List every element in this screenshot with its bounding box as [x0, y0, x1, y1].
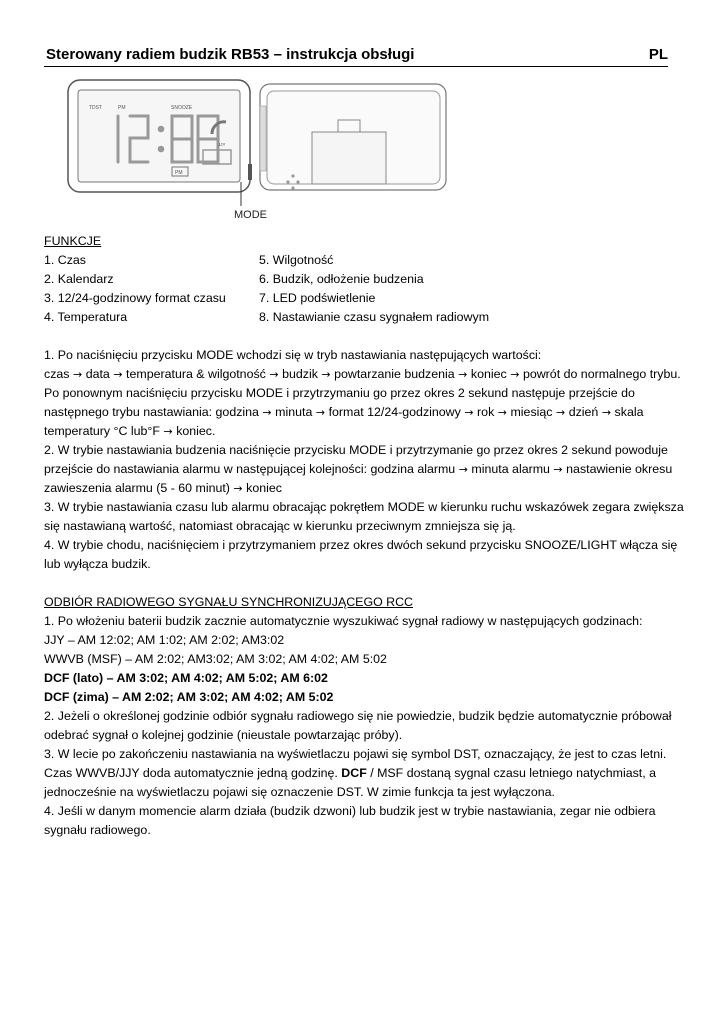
rcc-dcf-summer-times: DCF (lato) – AM 3:02; AM 4:02; AM 5:02; AM 6:02 — [44, 671, 328, 685]
feature-item: 1. Czas — [44, 253, 87, 267]
feature-item: 4. Temperatura — [44, 310, 128, 324]
sequence-step: miesiąc — [510, 405, 553, 419]
section-1-sequence: czas → data → temperatura & wilgotność → budzik → powtarzanie budzenia → koniec → powrót do normalnego trybu. Po ponownym naciśnięciu przycisku MODE i przytrzymaniu go przez okres 2 sekund następuje przejście do następnego trybu nastawiania: godzina → minuta → format 12/24-godzinowy → rok → miesiąc → dzień → skala temperatury °C lub°F → koniec. — [44, 367, 681, 438]
battery-cover — [312, 132, 386, 184]
sequence-step: czas — [44, 367, 70, 381]
section-2: 2. W trybie nastawiania budzenia naciśnięcie przycisku MODE i przytrzymanie go przez okres 2 sekund powoduje przejście do nastawiania alarmu w następującej kolejności: godzina alarmu → minuta alarmu → nastawienie okresu zawieszenia alarmu (5 - 60 minut) → koniec — [44, 443, 673, 495]
arrow-icon: → — [229, 482, 247, 495]
document-body — [44, 232, 684, 840]
mode-callout-label: MODE — [234, 209, 267, 221]
snooze-label: SNOOZE — [171, 105, 193, 111]
rcc-wwvb-times: WWVB (MSF) – AM 2:02; AM3:02; AM 3:02; AM 4:02; AM 5:02 — [44, 652, 387, 666]
feature-item: 2. Kalendarz — [44, 272, 114, 286]
arrow-icon: → — [454, 368, 471, 381]
sequence-step: rok — [477, 405, 495, 419]
document-title: Sterowany radiem budzik RB53 – instrukcja obsługi — [46, 46, 415, 63]
pm-label: PM — [118, 105, 126, 111]
feature-item: 8. Nastawianie czasu sygnałem radiowym — [259, 310, 490, 324]
sequence-step: format 12/24-godzinowy — [328, 405, 461, 419]
arrow-icon: → — [265, 368, 283, 381]
sequence-step: dzień — [568, 405, 599, 419]
arrow-icon: → — [552, 406, 569, 419]
section-1-intro: 1. Po naciśnięciu przycisku MODE wchodzi się w tryb nastawiania następujących wartości: — [44, 348, 542, 362]
rcc-dcf-winter-times: DCF (zima) – AM 2:02; AM 3:02; AM 4:02; AM 5:02 — [44, 690, 334, 704]
rcc-paragraph-2: 2. Jeżeli o określonej godzinie odbiór sygnału radiowego się nie powiedzie, budzik będzie automatycznie próbował odebrać sygnał o kolejnej godzinie (nieustale powtarzając próby). — [44, 709, 672, 742]
section-3: 3. W trybie nastawiania czasu lub alarmu obracając pokrętłem MODE w kierunku ruchu wskazówek zegara zwiększa się nastawianą wartość, natomiast obracając w kierunku przeciwnym zmniejsza się ją. — [44, 500, 684, 533]
arrow-icon: → — [69, 368, 86, 381]
arrow-icon: → — [549, 463, 567, 476]
pm-button-label: PM — [175, 170, 183, 176]
arrow-icon: → — [455, 463, 472, 476]
arrow-icon: → — [109, 368, 127, 381]
rcc-jjy-times: JJY – AM 12:02; AM 1:02; AM 2:02; AM3:02 — [44, 633, 285, 647]
feature-item: 6. Budzik, odłożenie budzenia — [259, 272, 424, 286]
sequence-step: koniec. — [176, 424, 216, 438]
sequence-step: budzik — [282, 367, 318, 381]
clock-illustration — [60, 76, 460, 224]
feature-item: 3. 12/24-godzinowy format czasu — [44, 291, 226, 305]
funkcje-heading: FUNKCJE — [44, 234, 102, 248]
sequence-step: nastawienie okresu zawieszenia alarmu (5 - 60 minut) — [44, 462, 673, 495]
jjy-label: JJY — [218, 142, 226, 147]
arrow-sequence — [44, 367, 677, 381]
sequence-step: skala temperatury °C lub°F — [44, 405, 644, 438]
rcc-paragraph-1: 1. Po włożeniu baterii budzik zacznie automatycznie wyszukiwać sygnał radiowy w następujących godzinach: — [44, 614, 643, 628]
tdst-label: TDST — [89, 105, 103, 111]
arrow-icon: → — [598, 406, 615, 419]
arrow-icon: → — [460, 406, 478, 419]
clock-back-view — [260, 84, 446, 190]
section-4: 4. W trybie chodu, naciśnięciem i przytrzymaniem przez okres dwóch sekund przycisku SNOOZE/LIGHT włącza się lub wyłącza budzik. — [44, 538, 678, 571]
sequence-step: godzina alarmu — [370, 462, 456, 476]
sequence-step: koniec — [470, 367, 507, 381]
clock-front-view — [68, 80, 267, 221]
sequence-step: data — [85, 367, 110, 381]
sequence-step: koniec — [246, 481, 282, 495]
sequence-step: temperatura & wilgotność — [126, 367, 266, 381]
mode-knob — [248, 164, 252, 180]
rcc-paragraph-3: 3. W lecie po zakończeniu nastawiania na wyświetlaczu pojawi się symbol DST, oznaczający, że jest to czas letni. Czas WWVB/JJY doda automatycznie jedną godzinę. DCF / MSF dostaną sygnal czasu letniego natychmiast, a jednocześnie na wyświetlaczu pojawi się oznaczenie DST. W zimie funkcja ta jest wyłączona. — [44, 747, 667, 799]
arrow-icon: → — [506, 368, 523, 381]
rcc-paragraph-4: 4. Jeśli w danym momencie alarm działa (budzik dzwoni) lub budzik jest w trybie nastawiania, zegar nie odbiera sygnału radiowego. — [44, 804, 656, 837]
sequence-step: godzina — [215, 405, 259, 419]
features-list — [44, 251, 684, 327]
arrow-icon: → — [312, 406, 329, 419]
sequence-step: powtarzanie budzenia — [334, 367, 455, 381]
feature-item: 5. Wilgotność — [259, 253, 334, 267]
arrow-icon: → — [258, 406, 276, 419]
arrow-icon: → — [317, 368, 335, 381]
document-header — [44, 44, 668, 67]
rcc-heading: ODBIÓR RADIOWEGO SYGNAŁU SYNCHRONIZUJĄCEGO RCC — [44, 595, 414, 609]
sequence-step: minuta alarmu — [471, 462, 550, 476]
sequence-step: powrót do normalnego trybu — [522, 367, 678, 381]
language-code: PL — [648, 46, 668, 63]
arrow-icon: → — [494, 406, 511, 419]
sequence-step: minuta — [275, 405, 313, 419]
arrow-icon: → — [159, 425, 177, 438]
feature-item: 7. LED podświetlenie — [259, 291, 376, 305]
